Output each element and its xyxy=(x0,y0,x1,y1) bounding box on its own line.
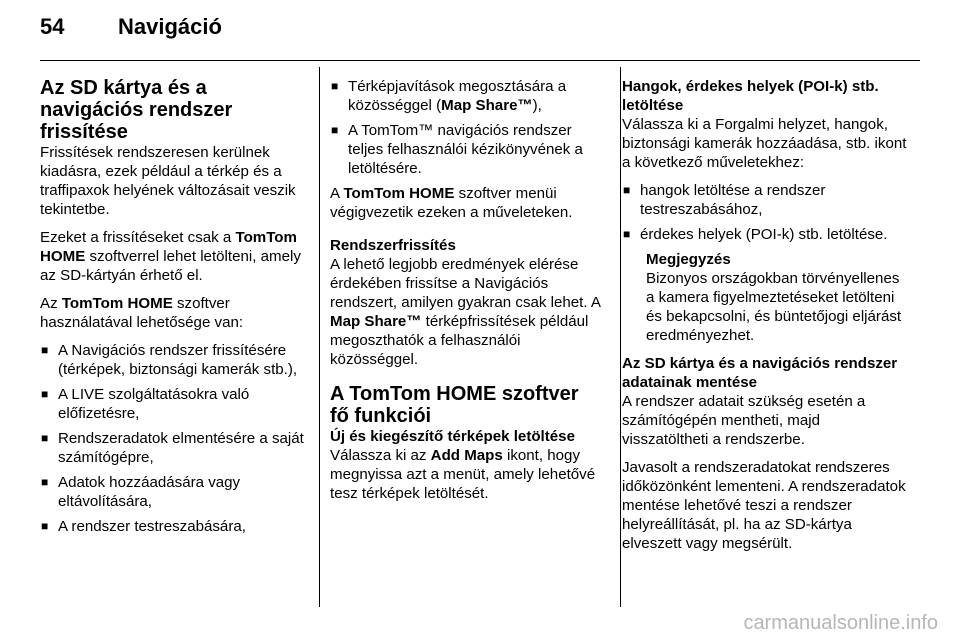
bold-term: Map Share™ xyxy=(330,313,422,330)
paragraph xyxy=(330,446,602,503)
text: Térképjavítások megosztására a közösséggel ( xyxy=(348,78,567,114)
page-header xyxy=(40,14,222,40)
page-number: 54 xyxy=(40,14,65,39)
text: Válassza ki az xyxy=(330,447,431,464)
section-heading: A TomTom HOME szoftver fő funkciói xyxy=(330,383,579,427)
text: Az xyxy=(40,295,62,312)
list-item: ■ Adatok hozzáadására vagy eltávolítására, xyxy=(40,473,312,511)
text: ), xyxy=(532,97,542,114)
subheading: Hangok, érdekes helyek (POI-k) stb. letöltése xyxy=(622,78,879,114)
paragraph: A rendszer adatait szükség esetén a számítógépén mentheti, majd visszatöltheti a rendszerbe. xyxy=(622,393,866,448)
paragraph: Javasolt a rendszeradatokat rendszeres időközönként lementeni. A rendszeradatok mentése lehetővé teszi a rendszer helyreállítását, pl. ha az SD-kártya elveszett vagy megsérült. xyxy=(622,459,906,552)
paragraph xyxy=(40,228,312,285)
text: szoftver menüi végigvezetik ezeken a műveleteken. xyxy=(330,185,573,221)
column-divider xyxy=(620,67,621,607)
column-3 xyxy=(622,77,908,553)
text: szoftver használatával lehetősége van: xyxy=(40,295,244,331)
subheading: Az SD kártya és a navigációs rendszer adatainak mentése xyxy=(622,355,898,391)
bullet-list xyxy=(622,181,908,244)
bold-term: TomTom HOME xyxy=(40,229,297,265)
bold-term: TomTom HOME xyxy=(343,185,455,202)
column-1 xyxy=(40,77,312,542)
bullet-list xyxy=(40,341,312,536)
page-title: Navigáció xyxy=(118,14,222,39)
paragraph: Válassza ki a Forgalmi helyzet, hangok, biztonsági kamerák hozzáadása, stb. ikont a következő műveletekhez: xyxy=(622,116,907,171)
bold-term: Map Share™ xyxy=(441,97,533,114)
list-item: ■ A TomTom™ navigációs rendszer teljes felhasználói kézikönyvének a letöltésére. xyxy=(330,121,602,178)
paragraph xyxy=(40,294,312,332)
list-item: ■ A rendszer testreszabására, xyxy=(40,517,312,536)
bullet-list xyxy=(330,77,602,178)
list-item: ■ A Navigációs rendszer frissítésére (térképek, biztonsági kamerák stb.), xyxy=(40,341,312,379)
note-box xyxy=(646,250,908,345)
header-rule xyxy=(40,60,920,61)
paragraph xyxy=(330,184,602,222)
list-item xyxy=(330,77,602,115)
list-item: ■ érdekes helyek (POI-k) stb. letöltése. xyxy=(622,225,908,244)
text: térképfrissítések például megoszthatók a felhasználói közösséggel. xyxy=(330,313,589,368)
list-item: ■ Rendszeradatok elmentésére a saját számítógépre, xyxy=(40,429,312,467)
paragraph xyxy=(330,255,602,369)
text: Ezeket a frissítéseket csak a xyxy=(40,229,236,246)
list-item: ■ A LIVE szolgáltatásokra való előfizetésre, xyxy=(40,385,312,423)
bold-term: Add Maps xyxy=(430,447,503,464)
subheading: Új és kiegészítő térképek letöltése xyxy=(330,428,575,445)
column-divider xyxy=(319,67,320,607)
note-text: Bizonyos országokban törvényellenes a kamera figyelmeztetéseket letölteni és bekapcsolni, és büntetőjogi eljárást eredményezhet. xyxy=(646,270,902,344)
text: A xyxy=(330,185,344,202)
text: szoftverrel lehet letölteni, amely az SD-kártyán érhető el. xyxy=(40,248,301,284)
text: A lehető legjobb eredmények elérése érdekében frissítse a Navigációs rendszert, amilyen gyakran csak lehet. A xyxy=(330,256,601,311)
bold-term: TomTom HOME xyxy=(61,295,173,312)
subheading: Rendszerfrissítés xyxy=(330,237,456,254)
note-title: Megjegyzés xyxy=(646,251,731,268)
text: ikont, hogy megnyissa azt a menüt, amely lehetővé tesz térképek letöltését. xyxy=(330,447,596,502)
watermark: carmanualsonline.info xyxy=(743,612,938,634)
column-2 xyxy=(330,77,602,512)
section-heading: Az SD kártya és a navigációs rendszer frissítése xyxy=(40,77,233,143)
list-item: ■ hangok letöltése a rendszer testreszabásához, xyxy=(622,181,908,219)
paragraph: Frissítések rendszeresen kerülnek kiadásra, ezek például a térkép és a traffipaxok helyének változásait veszik tekintetbe. xyxy=(40,144,296,218)
